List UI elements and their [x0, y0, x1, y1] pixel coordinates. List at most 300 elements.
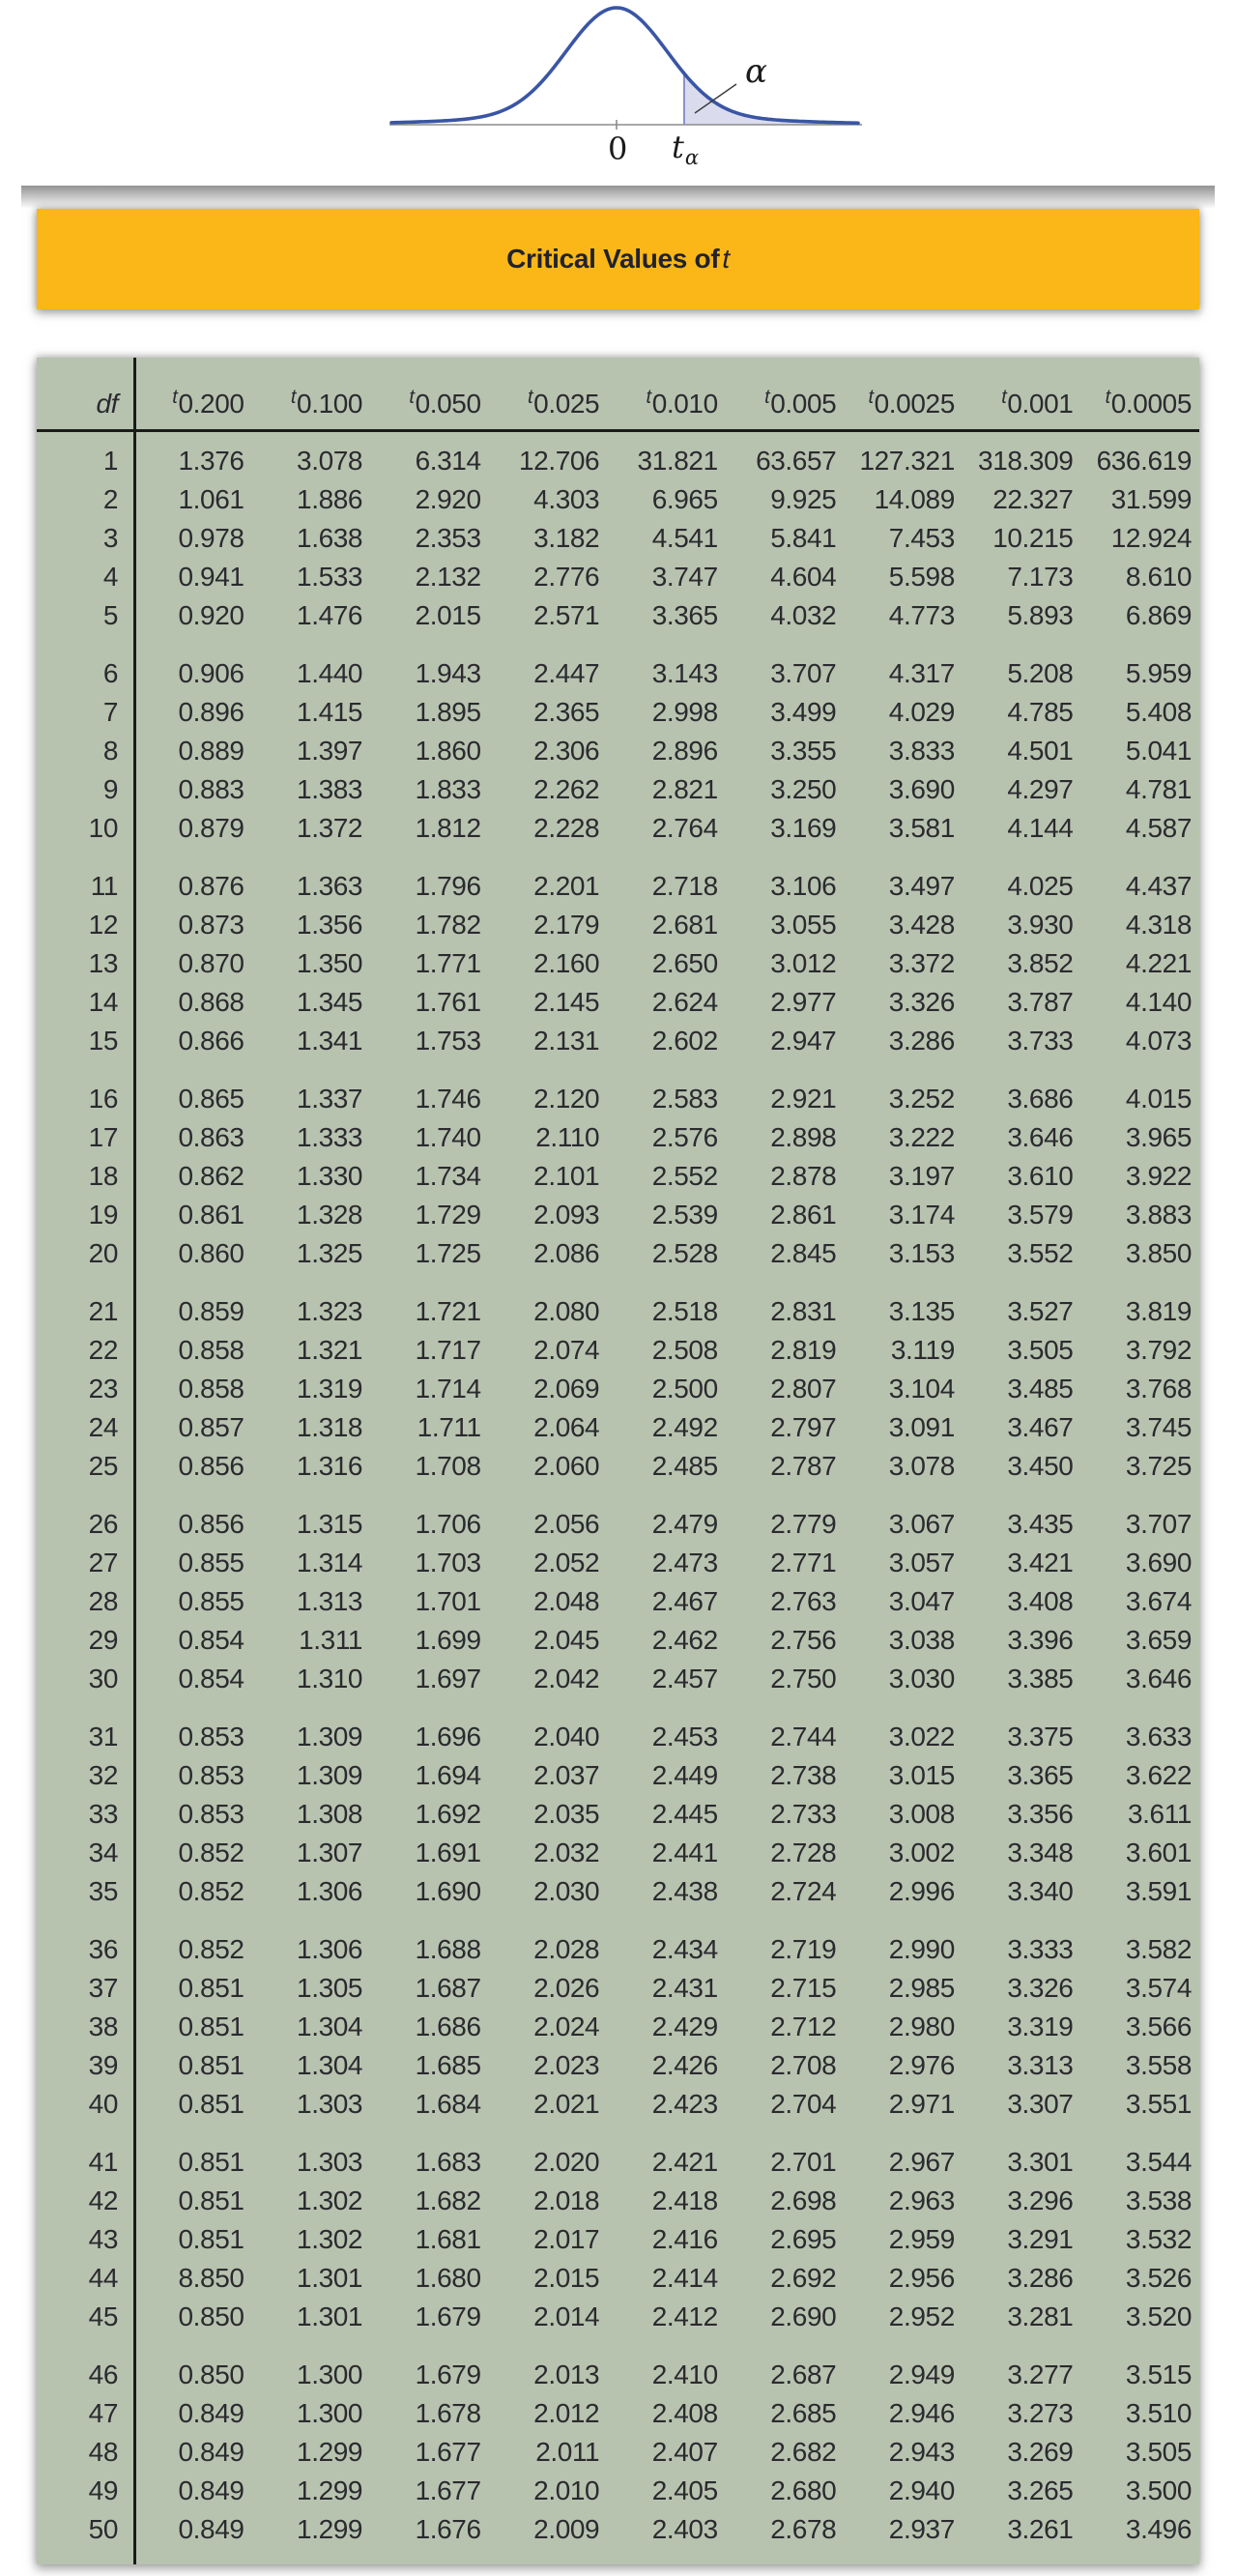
alpha-level: 0.200 — [178, 389, 244, 419]
value-cell: 3.182 — [533, 523, 600, 553]
df-cell: 45 — [88, 2301, 118, 2331]
value-cell: 3.169 — [770, 813, 837, 843]
t-column-header — [1080, 389, 1199, 420]
value-cell: 1.686 — [415, 2012, 481, 2041]
value-cell: 1.476 — [297, 600, 363, 630]
value-cell: 0.855 — [178, 1548, 244, 1577]
table-row — [37, 654, 1199, 693]
t-distribution-diagram — [382, 0, 870, 172]
value-cell: 4.587 — [1125, 813, 1192, 843]
value-cell: 1.309 — [297, 1722, 363, 1751]
value-cell: 1.886 — [297, 484, 363, 514]
value-cell: 3.396 — [1007, 1625, 1074, 1655]
value-cell: 2.963 — [888, 2185, 955, 2215]
table-row — [37, 2046, 1199, 2085]
value-cell: 2.807 — [770, 1374, 837, 1404]
value-cell: 2.692 — [770, 2263, 837, 2293]
table-row — [37, 1834, 1199, 1872]
value-cell: 2.015 — [415, 600, 481, 630]
value-cell: 2.080 — [533, 1296, 600, 1326]
table-row — [37, 2259, 1199, 2298]
df-cell: 26 — [88, 1509, 118, 1539]
table-row — [37, 1234, 1199, 1273]
value-cell: 3.174 — [888, 1200, 955, 1230]
value-cell: 3.301 — [1007, 2147, 1074, 2177]
value-cell: 1.304 — [297, 2050, 363, 2080]
df-cell: 4 — [102, 562, 118, 592]
value-cell: 2.048 — [533, 1586, 600, 1616]
value-cell: 2.101 — [533, 1161, 600, 1191]
value-cell: 3.135 — [888, 1296, 955, 1326]
value-cell: 0.896 — [178, 697, 244, 727]
value-cell: 1.696 — [415, 1722, 481, 1751]
value-cell: 1.301 — [297, 2263, 363, 2293]
table-row — [37, 867, 1199, 906]
value-cell: 14.089 — [874, 484, 955, 514]
value-cell: 22.327 — [992, 484, 1074, 514]
df-cell: 21 — [88, 1296, 118, 1326]
value-cell: 4.773 — [888, 600, 955, 630]
value-cell: 2.718 — [651, 871, 718, 901]
table-row — [37, 732, 1199, 770]
table-row — [37, 1969, 1199, 2008]
value-cell: 2.056 — [533, 1509, 600, 1539]
value-cell: 2.685 — [770, 2398, 837, 2428]
value-cell: 4.317 — [888, 658, 955, 688]
value-cell: 2.940 — [888, 2475, 955, 2505]
value-cell: 3.265 — [1007, 2475, 1074, 2505]
value-cell: 3.197 — [888, 1161, 955, 1191]
value-cell: 3.372 — [888, 948, 955, 978]
table-row — [37, 1660, 1199, 1698]
value-cell: 2.779 — [770, 1509, 837, 1539]
value-cell: 3.055 — [770, 910, 837, 940]
df-cell: 19 — [88, 1200, 118, 1230]
df-cell: 16 — [88, 1084, 118, 1114]
value-cell: 2.896 — [651, 736, 718, 766]
alpha-level: 0.0025 — [874, 389, 955, 419]
table-row — [37, 1544, 1199, 1582]
value-cell: 0.853 — [178, 1799, 244, 1829]
value-cell: 3.428 — [888, 910, 955, 940]
value-cell: 1.306 — [297, 1876, 363, 1906]
value-cell: 3.566 — [1125, 2012, 1192, 2041]
t-symbol: t — [764, 387, 770, 408]
value-cell: 3.690 — [1125, 1548, 1192, 1577]
value-cell: 2.179 — [533, 910, 600, 940]
value-cell: 1.302 — [297, 2224, 363, 2254]
value-cell: 2.407 — [651, 2437, 718, 2467]
value-cell: 3.281 — [1007, 2301, 1074, 2331]
t-column-header — [370, 389, 489, 420]
value-cell: 3.277 — [1007, 2359, 1074, 2389]
value-cell: 2.947 — [770, 1026, 837, 1056]
value-cell: 0.873 — [178, 910, 244, 940]
value-cell: 3.008 — [888, 1799, 955, 1829]
value-cell: 0.850 — [178, 2301, 244, 2331]
value-cell: 0.852 — [178, 1838, 244, 1867]
value-cell: 3.047 — [888, 1586, 955, 1616]
row-group — [37, 2356, 1199, 2549]
title-banner — [37, 209, 1199, 309]
value-cell: 2.920 — [415, 484, 481, 514]
df-cell: 49 — [88, 2475, 118, 2505]
table-row — [37, 2472, 1199, 2510]
value-cell: 2.023 — [533, 2050, 600, 2080]
value-cell: 1.717 — [415, 1335, 481, 1365]
value-cell: 1.729 — [415, 1200, 481, 1230]
t-column-header — [963, 389, 1081, 420]
value-cell: 3.527 — [1007, 1296, 1074, 1326]
value-cell: 3.552 — [1007, 1238, 1074, 1268]
value-cell: 1.318 — [297, 1412, 363, 1442]
df-cell: 5 — [102, 600, 118, 630]
table-row — [37, 1331, 1199, 1370]
table-row — [37, 1930, 1199, 1969]
value-cell: 2.552 — [651, 1161, 718, 1191]
value-cell: 0.851 — [178, 2224, 244, 2254]
value-cell: 31.599 — [1110, 484, 1192, 514]
value-cell: 2.949 — [888, 2359, 955, 2389]
t-symbol: t — [409, 387, 415, 408]
value-cell: 1.782 — [415, 910, 481, 940]
value-cell: 5.041 — [1125, 736, 1192, 766]
value-cell: 1.697 — [415, 1664, 481, 1693]
value-cell: 2.414 — [651, 2263, 718, 2293]
df-cell: 10 — [88, 813, 118, 843]
value-cell: 2.845 — [770, 1238, 837, 1268]
value-cell: 0.883 — [178, 774, 244, 804]
table-row — [37, 2143, 1199, 2182]
df-cell: 43 — [88, 2224, 118, 2254]
value-cell: 12.924 — [1110, 523, 1192, 553]
value-cell: 3.497 — [888, 871, 955, 901]
value-cell: 2.539 — [651, 1200, 718, 1230]
value-cell: 0.876 — [178, 871, 244, 901]
value-cell: 3.421 — [1007, 1548, 1074, 1577]
value-cell: 2.028 — [533, 1934, 600, 1964]
value-cell: 4.303 — [533, 484, 600, 514]
value-cell: 1.311 — [299, 1625, 363, 1655]
value-cell: 2.650 — [651, 948, 718, 978]
value-cell: 7.173 — [1007, 562, 1074, 592]
value-cell: 5.959 — [1125, 658, 1192, 688]
value-cell: 2.678 — [770, 2514, 837, 2544]
value-cell: 3.319 — [1007, 2012, 1074, 2041]
value-cell: 3.582 — [1125, 1934, 1192, 1964]
value-cell: 2.576 — [651, 1122, 718, 1152]
value-cell: 1.721 — [415, 1296, 481, 1326]
value-cell: 3.526 — [1125, 2263, 1192, 2293]
page-shadow-band — [21, 186, 1215, 209]
value-cell: 2.704 — [770, 2089, 837, 2119]
value-cell: 1.685 — [415, 2050, 481, 2080]
table-row — [37, 1292, 1199, 1331]
value-cell: 4.144 — [1007, 813, 1074, 843]
df-cell: 9 — [102, 774, 118, 804]
value-cell: 2.132 — [415, 562, 481, 592]
value-cell: 0.854 — [178, 1664, 244, 1693]
value-cell: 4.785 — [1007, 697, 1074, 727]
df-cell: 18 — [88, 1161, 118, 1191]
t-column-header — [133, 389, 252, 420]
value-cell: 3.922 — [1125, 1161, 1192, 1191]
value-cell: 2.353 — [415, 523, 481, 553]
value-cell: 1.679 — [415, 2359, 481, 2389]
value-cell: 4.073 — [1125, 1026, 1192, 1056]
value-cell: 2.021 — [533, 2089, 600, 2119]
value-cell: 4.032 — [770, 600, 837, 630]
value-cell: 2.110 — [535, 1122, 600, 1152]
t-distribution-svg — [382, 0, 870, 172]
value-cell: 2.976 — [888, 2050, 955, 2080]
value-cell: 1.692 — [415, 1799, 481, 1829]
value-cell: 3.269 — [1007, 2437, 1074, 2467]
t-column-header — [844, 389, 963, 420]
value-cell: 3.745 — [1125, 1412, 1192, 1442]
value-cell: 0.889 — [178, 736, 244, 766]
value-cell: 0.941 — [178, 562, 244, 592]
value-cell: 1.678 — [415, 2398, 481, 2428]
value-cell: 2.035 — [533, 1799, 600, 1829]
value-cell: 31.821 — [637, 446, 718, 476]
value-cell: 1.680 — [415, 2263, 481, 2293]
value-cell: 2.861 — [770, 1200, 837, 1230]
value-cell: 2.441 — [651, 1838, 718, 1867]
value-cell: 1.683 — [415, 2147, 481, 2177]
value-cell: 3.365 — [651, 600, 718, 630]
df-cell: 30 — [88, 1664, 118, 1693]
value-cell: 1.333 — [297, 1122, 363, 1152]
value-cell: 0.858 — [178, 1374, 244, 1404]
value-cell: 3.030 — [888, 1664, 955, 1693]
value-cell: 0.853 — [178, 1722, 244, 1751]
value-cell: 2.306 — [533, 736, 600, 766]
value-cell: 4.297 — [1007, 774, 1074, 804]
t-column-header — [489, 389, 608, 420]
table-row — [37, 2433, 1199, 2472]
table-row — [37, 2008, 1199, 2046]
value-cell: 3.143 — [651, 658, 718, 688]
value-cell: 0.865 — [178, 1084, 244, 1114]
value-cell: 1.796 — [415, 871, 481, 901]
t-symbol: t — [527, 387, 533, 408]
value-cell: 3.852 — [1007, 948, 1074, 978]
value-cell: 2.064 — [533, 1412, 600, 1442]
df-column-divider — [133, 358, 136, 2564]
value-cell: 3.450 — [1007, 1451, 1074, 1481]
value-cell: 4.781 — [1125, 774, 1192, 804]
t-symbol: t — [1001, 387, 1007, 408]
df-cell: 34 — [88, 1838, 118, 1867]
value-cell: 0.856 — [178, 1451, 244, 1481]
value-cell: 1.895 — [415, 697, 481, 727]
value-cell: 2.485 — [651, 1451, 718, 1481]
value-cell: 1.740 — [415, 1122, 481, 1152]
value-cell: 2.479 — [651, 1509, 718, 1539]
value-cell: 2.724 — [770, 1876, 837, 1906]
value-cell: 2.571 — [533, 600, 600, 630]
table-row — [37, 1756, 1199, 1795]
alpha-level: 0.005 — [770, 389, 837, 419]
value-cell: 1.350 — [297, 948, 363, 978]
df-cell: 22 — [88, 1335, 118, 1365]
value-cell: 2.045 — [533, 1625, 600, 1655]
value-cell: 3.591 — [1125, 1876, 1192, 1906]
value-cell: 1.314 — [297, 1548, 363, 1577]
table-row — [37, 1447, 1199, 1486]
value-cell: 0.853 — [178, 1760, 244, 1790]
value-cell: 3.579 — [1007, 1200, 1074, 1230]
table-body — [37, 432, 1199, 2549]
value-cell: 3.965 — [1125, 1122, 1192, 1152]
value-cell: 1.638 — [297, 523, 363, 553]
table-row — [37, 1582, 1199, 1621]
value-cell: 127.321 — [859, 446, 955, 476]
value-cell: 2.423 — [651, 2089, 718, 2119]
value-cell: 3.356 — [1007, 1799, 1074, 1829]
value-cell: 1.943 — [415, 658, 481, 688]
value-cell: 63.657 — [756, 446, 837, 476]
value-cell: 0.906 — [178, 658, 244, 688]
value-cell: 0.858 — [178, 1335, 244, 1365]
value-cell: 3.500 — [1125, 2475, 1192, 2505]
value-cell: 1.304 — [297, 2012, 363, 2041]
value-cell: 3.768 — [1125, 1374, 1192, 1404]
value-cell: 4.604 — [770, 562, 837, 592]
value-cell: 3.222 — [888, 1122, 955, 1152]
df-cell: 48 — [88, 2437, 118, 2467]
value-cell: 2.017 — [533, 2224, 600, 2254]
table-row — [37, 770, 1199, 809]
value-cell: 2.819 — [770, 1335, 837, 1365]
table-row — [37, 693, 1199, 732]
row-group — [37, 654, 1199, 848]
value-cell: 2.680 — [770, 2475, 837, 2505]
value-cell: 2.408 — [651, 2398, 718, 2428]
value-cell: 2.011 — [535, 2437, 600, 2467]
value-cell: 0.851 — [178, 2147, 244, 2177]
value-cell: 0.851 — [178, 2012, 244, 2041]
value-cell: 1.325 — [297, 1238, 363, 1268]
value-cell: 2.032 — [533, 1838, 600, 1867]
table-row — [37, 1408, 1199, 1447]
value-cell: 0.856 — [178, 1509, 244, 1539]
value-cell: 9.925 — [770, 484, 837, 514]
value-cell: 3.707 — [1125, 1509, 1192, 1539]
table-row — [37, 1080, 1199, 1118]
table-row — [37, 1621, 1199, 1660]
table-row — [37, 1157, 1199, 1196]
value-cell: 3.250 — [770, 774, 837, 804]
value-cell: 1.676 — [415, 2514, 481, 2544]
table-row — [37, 519, 1199, 558]
value-cell: 2.020 — [533, 2147, 600, 2177]
value-cell: 6.314 — [415, 446, 481, 476]
value-cell: 1.679 — [415, 2301, 481, 2331]
value-cell: 4.140 — [1125, 987, 1192, 1017]
value-cell: 1.833 — [415, 774, 481, 804]
table-row — [37, 2182, 1199, 2220]
t-column-header — [252, 389, 371, 420]
value-cell: 3.261 — [1007, 2514, 1074, 2544]
value-cell: 2.744 — [770, 1722, 837, 1751]
value-cell: 0.857 — [178, 1412, 244, 1442]
table-row — [37, 2220, 1199, 2259]
value-cell: 1.746 — [415, 1084, 481, 1114]
value-cell: 2.421 — [651, 2147, 718, 2177]
value-cell: 4.501 — [1007, 736, 1074, 766]
value-cell: 2.937 — [888, 2514, 955, 2544]
value-cell: 2.943 — [888, 2437, 955, 2467]
value-cell: 1.337 — [297, 1084, 363, 1114]
value-cell: 1.682 — [415, 2185, 481, 2215]
value-cell: 1.699 — [415, 1625, 481, 1655]
value-cell: 2.416 — [651, 2224, 718, 2254]
value-cell: 1.321 — [297, 1335, 363, 1365]
value-cell: 8.850 — [178, 2263, 244, 2293]
value-cell: 4.541 — [651, 523, 718, 553]
value-cell: 3.435 — [1007, 1509, 1074, 1539]
value-cell: 0.850 — [178, 2359, 244, 2389]
value-cell: 2.921 — [770, 1084, 837, 1114]
df-cell: 2 — [102, 484, 118, 514]
value-cell: 2.787 — [770, 1451, 837, 1481]
value-cell: 2.698 — [770, 2185, 837, 2215]
value-cell: 2.771 — [770, 1548, 837, 1577]
value-cell: 1.299 — [297, 2475, 363, 2505]
value-cell: 2.946 — [888, 2398, 955, 2428]
value-cell: 3.467 — [1007, 1412, 1074, 1442]
value-cell: 2.990 — [888, 1934, 955, 1964]
value-cell: 1.708 — [415, 1451, 481, 1481]
row-group — [37, 442, 1199, 635]
value-cell: 2.160 — [533, 948, 600, 978]
value-cell: 3.313 — [1007, 2050, 1074, 2080]
df-cell: 33 — [88, 1799, 118, 1829]
value-cell: 3.601 — [1125, 1838, 1192, 1867]
value-cell: 1.309 — [297, 1760, 363, 1790]
table-row — [37, 442, 1199, 480]
value-cell: 2.708 — [770, 2050, 837, 2080]
value-cell: 2.447 — [533, 658, 600, 688]
value-cell: 3.326 — [1007, 1973, 1074, 2003]
value-cell: 8.610 — [1125, 562, 1192, 592]
row-group — [37, 1930, 1199, 2124]
value-cell: 2.026 — [533, 1973, 600, 2003]
df-cell: 6 — [102, 658, 118, 688]
title-italic-t: t — [722, 244, 730, 274]
table-header-row — [37, 358, 1199, 432]
value-cell: 2.715 — [770, 1973, 837, 2003]
value-cell: 3.819 — [1125, 1296, 1192, 1326]
value-cell: 2.093 — [533, 1200, 600, 1230]
value-cell: 3.348 — [1007, 1838, 1074, 1867]
value-cell: 0.849 — [178, 2437, 244, 2467]
alpha-level: 0.001 — [1007, 389, 1074, 419]
df-cell: 35 — [88, 1876, 118, 1906]
bell-curve — [391, 8, 858, 123]
df-cell: 7 — [102, 697, 118, 727]
value-cell: 2.069 — [533, 1374, 600, 1404]
value-cell: 2.445 — [651, 1799, 718, 1829]
table-row — [37, 2394, 1199, 2433]
value-cell: 2.453 — [651, 1722, 718, 1751]
value-cell: 2.262 — [533, 774, 600, 804]
value-cell: 2.797 — [770, 1412, 837, 1442]
value-cell: 1.681 — [415, 2224, 481, 2254]
alpha-level: 0.050 — [415, 389, 481, 419]
